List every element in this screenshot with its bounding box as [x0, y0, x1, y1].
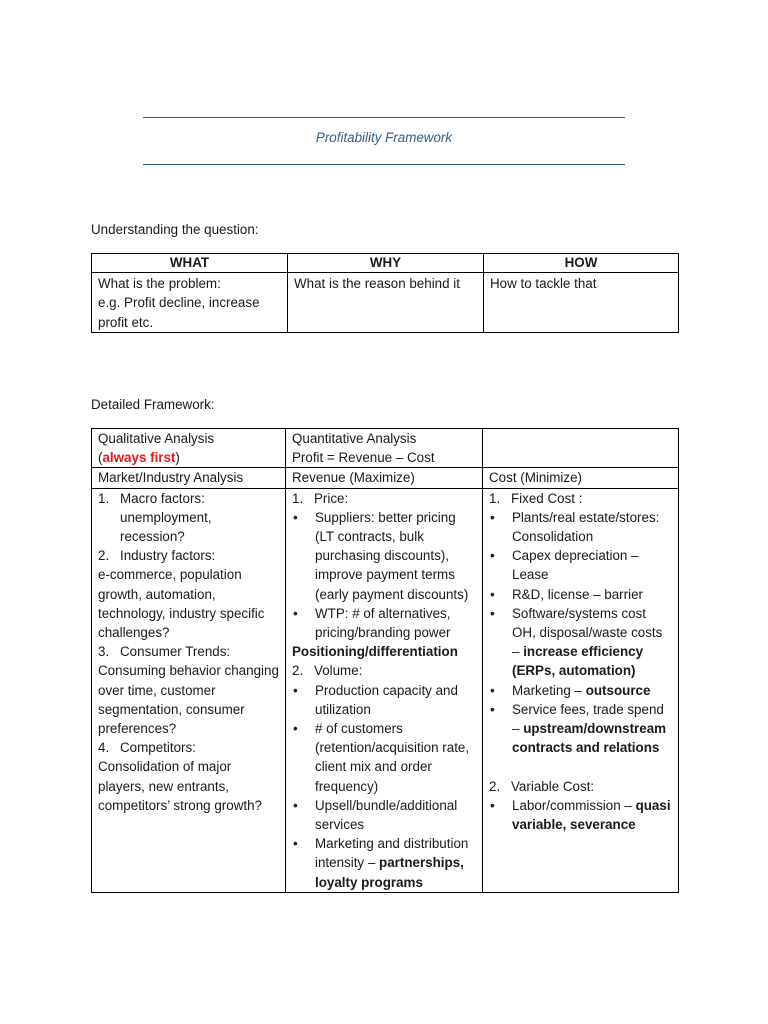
- framework-table: [91, 428, 679, 893]
- cell-what: [92, 273, 288, 333]
- fixed-cost-bullet: • Plants/real estate/stores: Consolidation: [490, 509, 660, 545]
- volume-bullet: • Marketing and distribution intensity – partnerships, loyalty programs: [293, 836, 469, 890]
- header-why: WHY: [288, 254, 484, 273]
- volume-heading: 2. Volume:: [292, 663, 363, 679]
- fixed-cost-bullet: • Marketing – outsource: [490, 682, 651, 698]
- industry-factors-item: 2. Industry factors: e-commerce, population growth, automation, technology, industry specific challenges?: [98, 548, 265, 641]
- title-rule-top: [143, 117, 625, 118]
- volume-bullet: • Upsell/bundle/additional services: [293, 797, 458, 833]
- cell-why: What is the reason behind it: [288, 273, 484, 333]
- cell-how: How to tackle that: [484, 273, 679, 333]
- what-line: e.g. Profit decline, increase profit etc.: [98, 295, 260, 330]
- qualitative-content-cell: [92, 488, 286, 892]
- header-how: HOW: [484, 254, 679, 273]
- qualitative-title-cell: [92, 429, 286, 468]
- question-table: [91, 253, 679, 333]
- always-first-highlight: always first: [102, 450, 176, 466]
- fixed-cost-bullet: • Capex depreciation – Lease: [490, 548, 639, 583]
- consumer-trends-item: 3. Consumer Trends: Consuming behavior changing over time, customer segmentation, consumer preferences?: [98, 644, 279, 737]
- section-heading-framework: Detailed Framework:: [91, 397, 215, 412]
- variable-cost-bullet: • Labor/commission – quasi variable, severance: [490, 797, 671, 833]
- cost-subhead: Cost (Minimize): [483, 468, 679, 488]
- what-line: What is the problem:: [98, 276, 221, 291]
- framework-title-row: [92, 429, 679, 468]
- cost-content-cell: [483, 488, 679, 892]
- question-table-header-row: [92, 254, 679, 273]
- profit-formula: Profit = Revenue – Cost: [292, 450, 435, 466]
- header-what: WHAT: [92, 254, 288, 273]
- fixed-cost-bullet: • R&D, license – barrier: [490, 586, 643, 602]
- volume-bullet: • Production capacity and utilization: [293, 682, 458, 717]
- price-bullet: • WTP: # of alternatives, pricing/branding power: [293, 605, 451, 641]
- price-heading: 1. Price:: [292, 490, 349, 506]
- always-first-note: (always first): [98, 450, 180, 466]
- revenue-subhead: Revenue (Maximize): [286, 468, 483, 488]
- market-analysis-subhead: Market/Industry Analysis: [92, 468, 286, 488]
- price-bullet: • Suppliers: better pricing (LT contracts, bulk purchasing discounts), improve payment terms (early payment discounts): [293, 509, 469, 602]
- fixed-cost-bullet: • Software/systems cost OH, disposal/waste costs – increase efficiency (ERPs, automation): [490, 605, 663, 679]
- framework-subhead-row: [92, 468, 679, 488]
- page-title: Profitability Framework: [315, 130, 453, 145]
- empty-title-cell: [483, 429, 679, 468]
- qualitative-title: Qualitative Analysis: [98, 431, 215, 446]
- positioning-line: Positioning/differentiation: [292, 644, 458, 660]
- competitors-item: 4. Competitors: Consolidation of major players, new entrants, competitors’ strong growth?: [98, 740, 262, 813]
- quantitative-title-cell: [286, 429, 483, 468]
- fixed-cost-heading: 1. Fixed Cost :: [489, 490, 583, 506]
- title-rule-bottom: [143, 164, 625, 165]
- volume-bullet: • # of customers (retention/acquisition rate, client mix and order frequency): [293, 721, 470, 794]
- revenue-content-cell: [286, 488, 483, 892]
- quantitative-title: Quantitative Analysis: [292, 431, 417, 446]
- framework-content-row: [92, 488, 679, 892]
- variable-cost-heading: 2. Variable Cost:: [489, 778, 595, 794]
- spacer: [489, 757, 672, 776]
- macro-factors-item: 1. Macro factors: unemployment, recession?: [98, 490, 212, 545]
- question-table-row: [92, 273, 679, 333]
- fixed-cost-bullet: • Service fees, trade spend – upstream/downstream contracts and relations: [490, 701, 667, 756]
- section-heading-understanding: Understanding the question:: [91, 222, 259, 237]
